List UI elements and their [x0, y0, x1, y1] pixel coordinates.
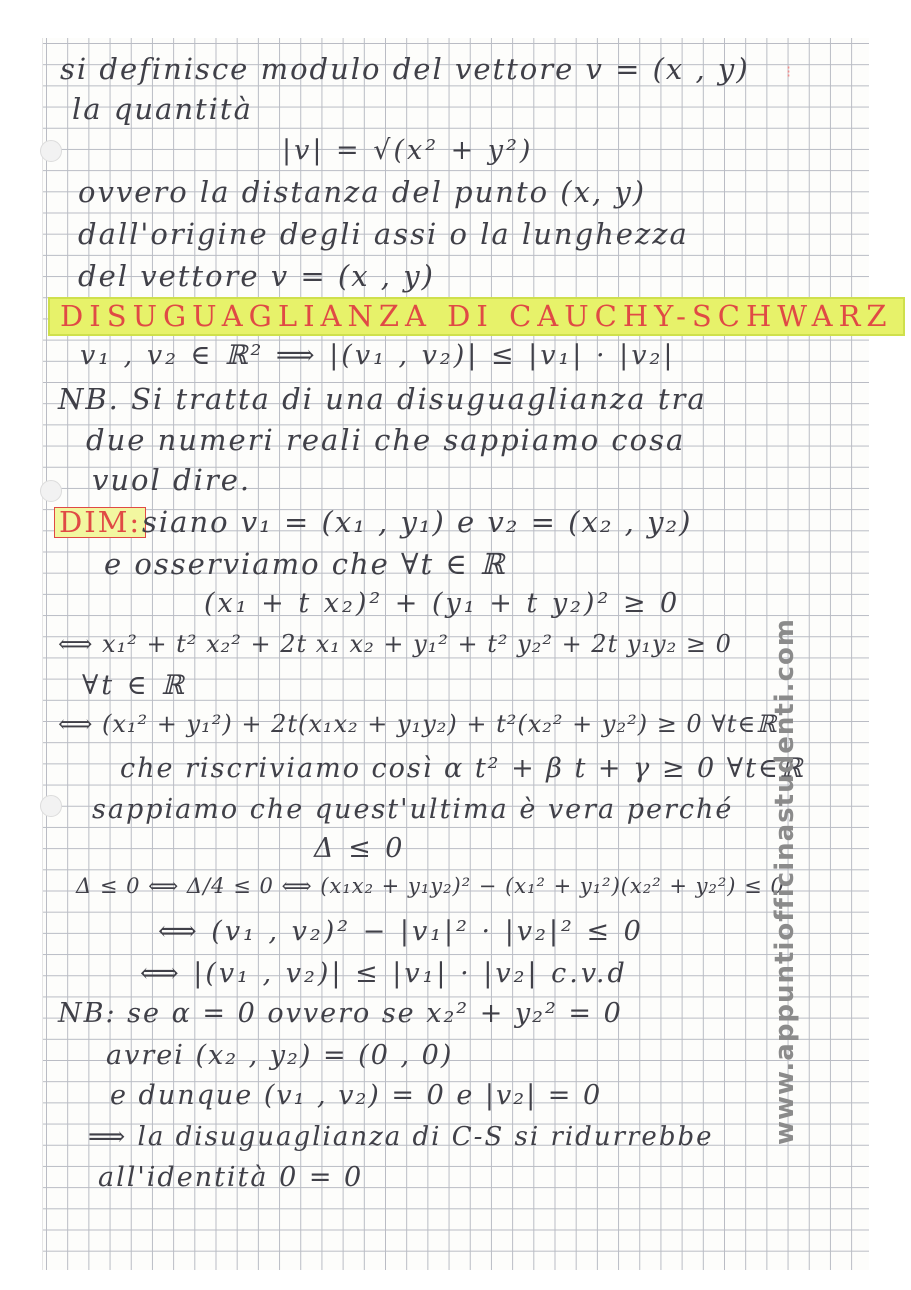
note-line: e osserviamo che ∀t ∈ ℝ [104, 547, 507, 581]
note-line: e dunque (v₁ , v₂) = 0 e |v₂| = 0 [110, 1080, 603, 1111]
note-line: vuol dire. [92, 463, 252, 497]
formula-line: ⟺ (x₁² + y₁²) + 2t(x₁x₂ + y₁y₂) + t²(x₂² + y₂²) ≥ 0 ∀t∈ℝ [58, 710, 778, 738]
formula-line: ⟺ (v₁ , v₂)² − |v₁|² · |v₂|² ≤ 0 [158, 916, 644, 947]
note-line: si definisce modulo del vettore v = (x , y) [60, 52, 750, 86]
formula-line: ⟺ |(v₁ , v₂)| ≤ |v₁| · |v₂| c.v.d [140, 958, 628, 989]
binder-hole [40, 480, 62, 502]
note-line: del vettore v = (x , y) [78, 259, 435, 293]
proof-tag: DIM: [54, 507, 146, 538]
note-line: sappiamo che quest'ultima è vera perché [92, 794, 734, 825]
formula-line: ⟺ x₁² + t² x₂² + 2t x₁ x₂ + y₁² + t² y₂² + 2t y₁y₂ ≥ 0 [58, 630, 732, 658]
section-heading: DISUGUAGLIANZA DI CAUCHY-SCHWARZ [48, 297, 905, 336]
binder-hole [40, 795, 62, 817]
note-line: la quantità [72, 92, 253, 126]
formula-line: |v| = √(x² + y²) [282, 135, 534, 166]
note-line: siano v₁ = (x₁ , y₁) e v₂ = (x₂ , y₂) [142, 505, 693, 539]
note-line: NB. Si tratta di una disuguaglianza tra [58, 382, 707, 416]
note-line: ⟹ la disuguaglianza di C-S si ridurrebbe [88, 1122, 714, 1152]
formula-line: ∀t ∈ ℝ [82, 670, 187, 701]
note-line: all'identità 0 = 0 [98, 1162, 364, 1193]
note-line: ovvero la distanza del punto (x, y) [78, 175, 647, 209]
binder-hole [40, 140, 62, 162]
note-line: due numeri reali che sappiamo cosa [86, 423, 686, 457]
note-line: avrei (x₂ , y₂) = (0 , 0) [106, 1040, 454, 1071]
site-watermark: www.appuntiofficinastudenti.com [770, 618, 800, 1145]
note-line: che riscriviamo così α t² + β t + γ ≥ 0 ∀t∈ℝ [120, 753, 805, 784]
formula-line: Δ ≤ 0 [314, 833, 406, 864]
note-line: NB: se α = 0 ovvero se x₂² + y₂² = 0 [58, 998, 623, 1029]
note-line: dall'origine degli assi o la lunghezza [78, 217, 689, 251]
formula-line: Δ ≤ 0 ⟺ Δ/4 ≤ 0 ⟺ (x₁x₂ + y₁y₂)² − (x₁² + y₁²)(x₂² + y₂²) ≤ 0 [76, 874, 785, 898]
margin-mark: ⁝ [786, 62, 792, 81]
formula-line: (x₁ + t x₂)² + (y₁ + t y₂)² ≥ 0 [204, 588, 681, 619]
theorem-statement: v₁ , v₂ ∈ ℝ² ⟹ |(v₁ , v₂)| ≤ |v₁| · |v₂| [80, 340, 676, 371]
